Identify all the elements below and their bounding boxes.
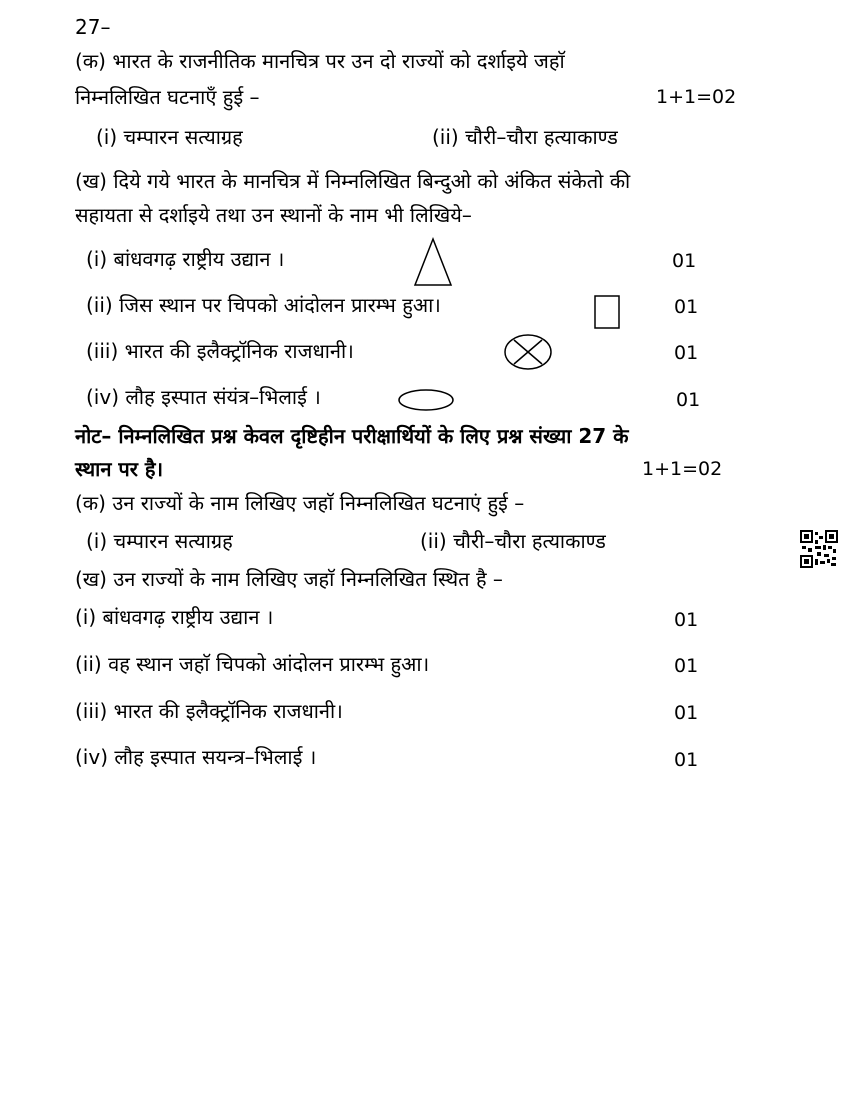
note-marks: 1+1=02 (642, 458, 723, 480)
triangle-icon (413, 237, 453, 287)
part-b-item-1-marks: 01 (672, 250, 697, 272)
part-a-line-2: निम्नलिखित घटनाएँ हुई – (75, 85, 260, 109)
note-line-1: नोट– निम्नलिखित प्रश्न केवल दृष्टिहीन परीक्षार्थियों के लिए प्रश्न संख्या 27 के (75, 424, 629, 448)
note-part-b-item-3-marks: 01 (674, 702, 699, 724)
part-b-item-2-marks: 01 (674, 296, 699, 318)
part-b-item-1: (i) बांधवगढ़ राष्ट्रीय उद्यान । (86, 247, 285, 271)
part-a-item-2: (ii) चौरी–चौरा हत्याकाण्ड (432, 125, 618, 149)
part-b-line-1: (ख) दिये गये भारत के मानचित्र में निम्नलिखित बिन्दुओ को अंकित संकेतो की (75, 169, 631, 193)
part-a-item-1: (i) चम्पारन सत्याग्रह (96, 125, 243, 149)
part-b-item-2: (ii) जिस स्थान पर चिपको आंदोलन प्रारम्भ हुआ। (86, 293, 441, 317)
note-part-b-item-1: (i) बांधवगढ़ राष्ट्रीय उद्यान । (75, 605, 274, 629)
note-part-b-line-1: (ख) उन राज्यों के नाम लिखिए जहाॅ निम्नलिखित स्थित है – (75, 567, 503, 591)
note-part-a-item-1: (i) चम्पारन सत्याग्रह (86, 529, 233, 553)
note-part-b-item-3: (iii) भारत की इलैक्ट्रॉनिक राजधानी। (75, 699, 343, 723)
note-part-b-item-4-marks: 01 (674, 749, 699, 771)
note-part-a-item-2: (ii) चौरी–चौरा हत्याकाण्ड (420, 529, 606, 553)
note-part-b-item-4: (iv) लौह इस्पात सयन्त्र–भिलाई । (75, 745, 317, 769)
square-icon (594, 295, 620, 329)
ellipse-icon (397, 388, 455, 412)
circle-cross-icon (503, 333, 553, 371)
part-a-line-1: (क) भारत के राजनीतिक मानचित्र पर उन दो राज्यों को दर्शाइये जहाॅ (75, 49, 565, 73)
note-part-a-line-1: (क) उन राज्यों के नाम लिखिए जहाॅ निम्नलिखित घटनाएं हुई – (75, 491, 525, 515)
note-part-b-item-2: (ii) वह स्थान जहाॅ चिपको आंदोलन प्रारम्भ हुआ। (75, 652, 430, 676)
note-line-2: स्थान पर है। (75, 457, 164, 481)
question-number: 27– (75, 15, 111, 39)
note-part-b-item-2-marks: 01 (674, 655, 699, 677)
note-part-b-item-1-marks: 01 (674, 609, 699, 631)
part-b-line-2: सहायता से दर्शाइये तथा उन स्थानों के नाम भी लिखिये– (75, 203, 472, 227)
part-b-item-4: (iv) लौह इस्पात संयंत्र–भिलाई । (86, 385, 321, 409)
qr-code-icon (800, 530, 838, 568)
part-b-item-4-marks: 01 (676, 389, 701, 411)
part-b-item-3: (iii) भारत की इलैक्ट्रॉनिक राजधानी। (86, 339, 354, 363)
part-b-item-3-marks: 01 (674, 342, 699, 364)
part-a-marks: 1+1=02 (656, 86, 737, 108)
